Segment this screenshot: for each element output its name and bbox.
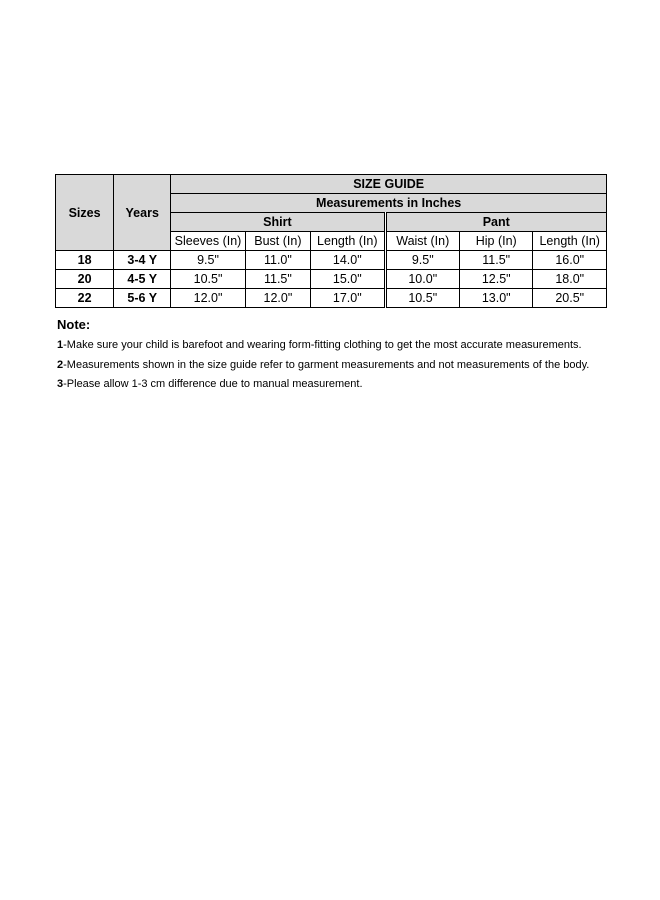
notes-section: [57, 316, 617, 395]
value-cell: 10.0": [385, 270, 459, 289]
value-cell: 11.0": [245, 251, 310, 270]
value-cell: 9.5": [385, 251, 459, 270]
size-cell: 20: [56, 270, 114, 289]
col-bust: Bust (In): [245, 232, 310, 251]
note-number: 3: [57, 378, 64, 390]
value-cell: 15.0": [311, 270, 385, 289]
value-cell: 16.0": [533, 251, 607, 270]
value-cell: 10.5": [171, 270, 245, 289]
note-number: 1: [57, 339, 64, 351]
value-cell: 12.5": [459, 270, 532, 289]
value-cell: 13.0": [459, 289, 532, 308]
group-pant: Pant: [385, 213, 606, 232]
value-cell: 18.0": [533, 270, 607, 289]
note-text: -Make sure your child is barefoot and wearing form-fitting clothing to get the most accurate measurements.: [63, 339, 582, 351]
size-cell: 22: [56, 289, 114, 308]
years-cell: 3-4 Y: [114, 251, 171, 270]
value-cell: 12.0": [171, 289, 245, 308]
value-cell: 11.5": [245, 270, 310, 289]
value-cell: 17.0": [311, 289, 385, 308]
note-item: [57, 375, 617, 395]
col-pant-length: Length (In): [533, 232, 607, 251]
value-cell: 10.5": [385, 289, 459, 308]
note-text: -Measurements shown in the size guide refer to garment measurements and not measurements of the body.: [63, 358, 590, 371]
table-row: [56, 251, 607, 270]
note-item: [57, 336, 617, 356]
table-subtitle: Measurements in Inches: [171, 194, 607, 213]
value-cell: 11.5": [459, 251, 532, 270]
col-shirt-length: Length (In): [311, 232, 385, 251]
years-cell: 5-6 Y: [114, 289, 171, 308]
note-number: 2: [57, 358, 64, 371]
value-cell: 12.0": [245, 289, 310, 308]
col-hip: Hip (In): [459, 232, 532, 251]
table-title: SIZE GUIDE: [171, 175, 607, 194]
value-cell: 14.0": [311, 251, 385, 270]
group-shirt: Shirt: [171, 213, 385, 232]
table-title-row: [56, 175, 607, 194]
sizes-header: Sizes: [56, 175, 114, 251]
size-guide-table: [55, 174, 607, 308]
size-cell: 18: [56, 251, 114, 270]
value-cell: 9.5": [171, 251, 245, 270]
col-sleeves: Sleeves (In): [171, 232, 245, 251]
value-cell: 20.5": [533, 289, 607, 308]
col-waist: Waist (In): [385, 232, 459, 251]
notes-title: Note:: [57, 317, 91, 332]
note-item: [57, 356, 617, 376]
table-row: [56, 270, 607, 289]
years-cell: 4-5 Y: [114, 270, 171, 289]
years-header: Years: [114, 175, 171, 251]
table-row: [56, 289, 607, 308]
note-text: -Please allow 1-3 cm difference due to manual measurement.: [63, 378, 363, 390]
